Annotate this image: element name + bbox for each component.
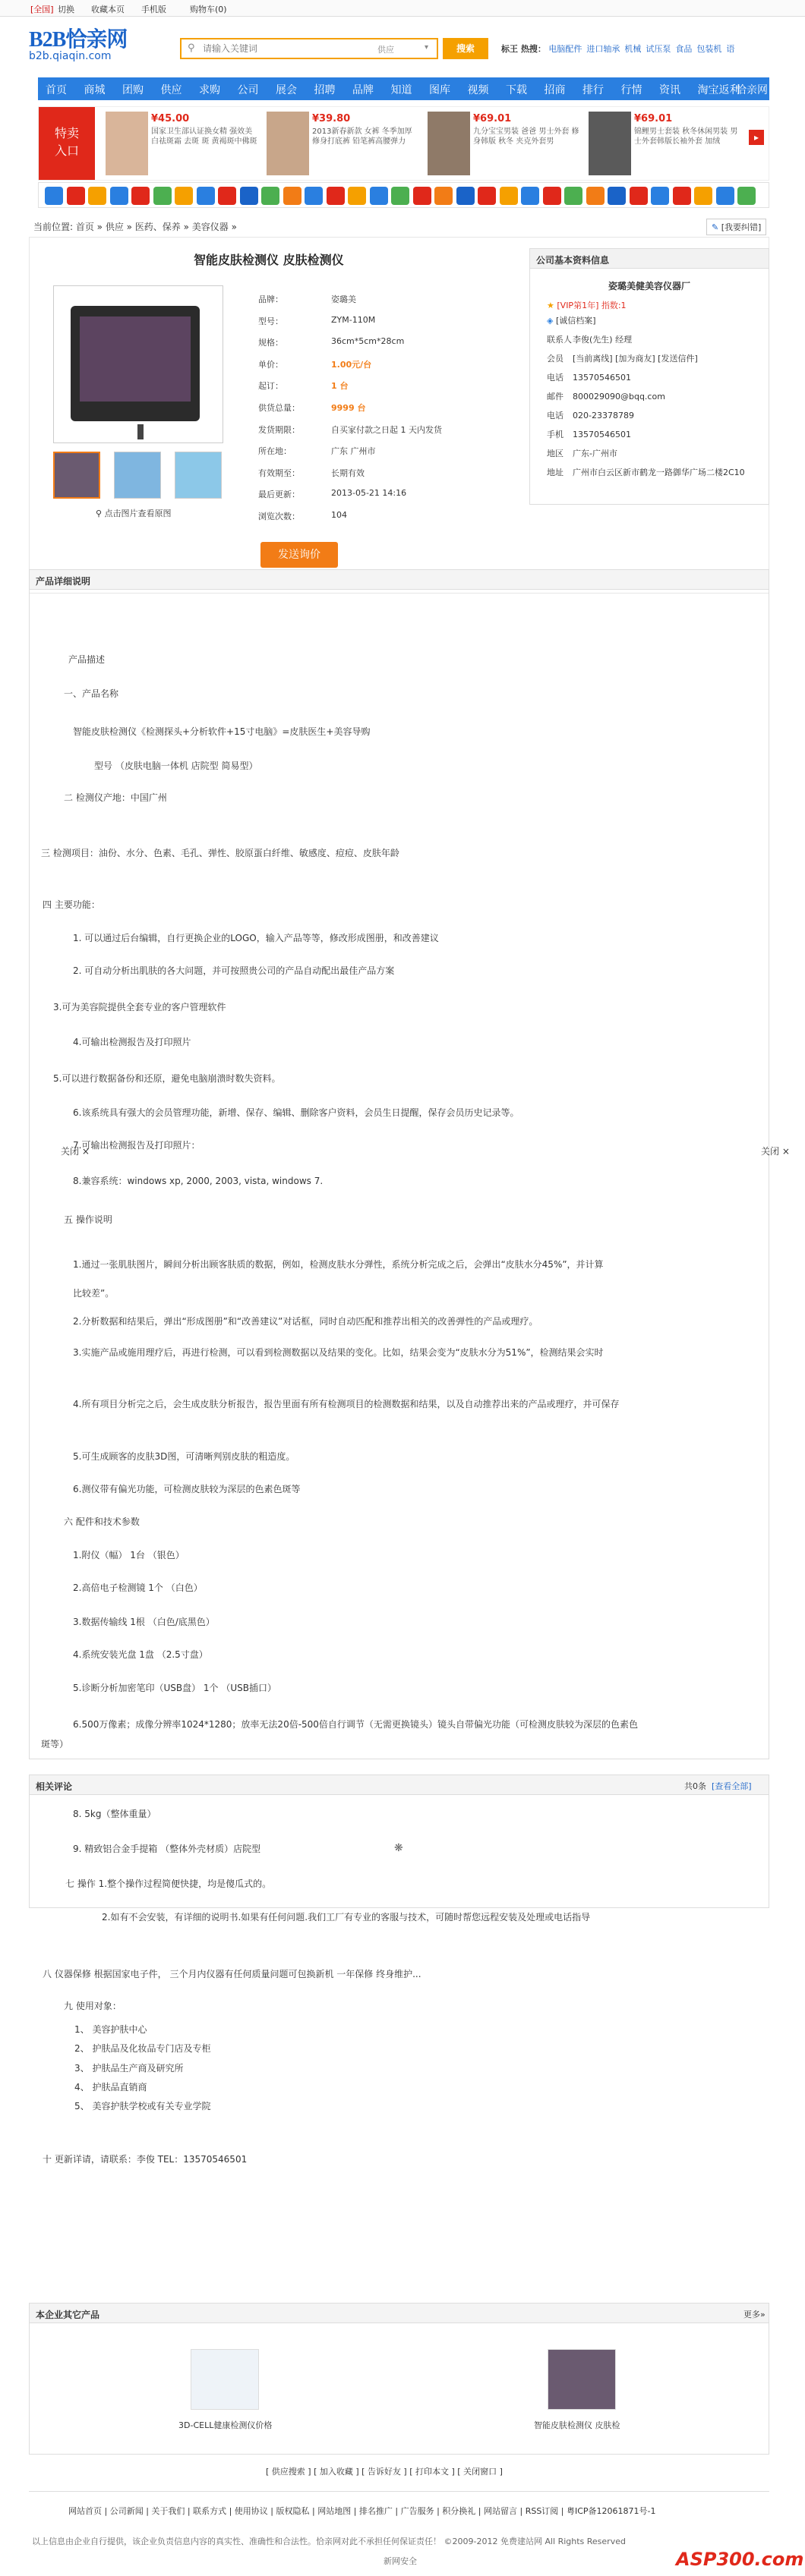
company-row-label: 会员 (547, 354, 564, 364)
region-label: [全国] (30, 5, 54, 14)
property-value: 广东 广州市 (331, 446, 376, 457)
detail-line: 7.可输出检测报告及打印照片： (73, 1140, 200, 1151)
company-row (547, 410, 761, 421)
app-shortcut-icon[interactable] (564, 187, 582, 205)
nav-item[interactable]: 公司 (237, 84, 259, 96)
promo-price: ¥69.01 (634, 113, 673, 124)
property-key: 有效期至： (258, 468, 300, 478)
detail-line: 2、 护肤品及化妆品专门店及专柜 (74, 2043, 211, 2054)
search-category[interactable]: 供应 (377, 45, 394, 55)
hotword-link[interactable]: 进口轴承 (586, 44, 620, 54)
company-row-label: 地址 (547, 468, 564, 477)
promo-desc[interactable]: 锦鲤男士套装 秋冬休闲男装 男士外套韩版长袖外套 加绒 (634, 128, 738, 146)
app-shortcut-icon[interactable] (45, 187, 63, 205)
property-key: 供货总量： (258, 403, 300, 413)
company-row (547, 429, 761, 440)
detail-line: 5.诊断分析加密笔印（USB盘） 1个 （USB插口） (73, 1683, 276, 1693)
icon-bar (38, 182, 769, 208)
company-row (547, 372, 761, 383)
related-thumb-1[interactable] (191, 2349, 259, 2410)
company-row-value: 800029090@bqq.com (573, 392, 665, 402)
search-icon: ⚲ (188, 43, 195, 54)
promo-image[interactable] (267, 112, 309, 175)
promo-price: ¥69.01 (473, 113, 512, 124)
company-row-label: 邮件 (547, 392, 564, 402)
related-title: 本企业其它产品 (30, 2304, 769, 2323)
cart-link[interactable]: 购物车(0) (190, 5, 227, 14)
app-shortcut-icon[interactable] (67, 187, 85, 205)
app-shortcut-icon[interactable] (651, 187, 669, 205)
detail-line: 比较差”。 (73, 1288, 115, 1299)
company-name[interactable]: 姿璐美健美容仪器厂 (608, 281, 690, 291)
property-value: 自买家付款之日起 1 天内发货 (331, 424, 442, 435)
nav-item[interactable]: 招聘 (314, 84, 336, 96)
detail-line: 6.500万像素；成像分辨率1024*1280；放率无法20倍-500倍自行调节（无需更换镜头）镜头自带偏光功能（可检测皮肤较为深层的色素色 (73, 1719, 638, 1730)
vip-badge (547, 299, 627, 311)
detail-line: 五 操作说明 (64, 1214, 112, 1225)
hotword-link[interactable]: 食品 (675, 44, 693, 54)
detail-line: 4.系统安装光盘 1盘 （2.5寸盘） (73, 1649, 208, 1660)
app-shortcut-icon[interactable] (327, 187, 345, 205)
detail-line: 5、 美容护肤学校或有关专业学院 (74, 2101, 211, 2112)
bookmark-link[interactable]: 收藏本页 (91, 5, 125, 14)
promo-card[interactable] (589, 112, 740, 175)
app-shortcut-icon[interactable] (586, 187, 605, 205)
switch-link[interactable]: 切换 (58, 5, 74, 14)
promo-price: ¥45.00 (151, 113, 190, 124)
app-shortcut-icon[interactable] (110, 187, 128, 205)
search-box (180, 38, 438, 59)
property-value: 姿璐美 (331, 294, 356, 304)
detail-line: 4、 护肤品直销商 (74, 2082, 147, 2093)
app-shortcut-icon[interactable] (673, 187, 691, 205)
detail-line: 产品描述 (68, 654, 106, 665)
company-row-label: 地区 (547, 449, 564, 458)
property-key: 单价： (258, 359, 283, 370)
promo-desc[interactable]: 九分宝宝男装 爸爸 男士外套 修身韩版 秋冬 夹克外套男 (473, 128, 579, 146)
detail-line: 6.该系统具有强大的会员管理功能，新增、保存、编辑、删除客户资料，会员生日提醒，保存会员历史记录等。 (73, 1107, 519, 1118)
hot-words (501, 43, 739, 55)
device-screen (71, 306, 200, 421)
company-row (547, 448, 761, 459)
magnifier-icon: ⚲ (96, 509, 103, 518)
main-nav (38, 77, 769, 100)
logo-title: B2B恰亲网 (29, 28, 128, 52)
company-row-label: 手机 (547, 430, 564, 439)
app-shortcut-icon[interactable] (283, 187, 301, 205)
detail-line: 1.通过一张肌肤图片，瞬间分析出顾客肤质的数据，例如，检测皮肤水分弹性，系统分析完成之后，会弹出“皮肤水分45%”，并计算 (73, 1259, 604, 1270)
detail-line: 5.可生成顾客的皮肤3D图，可清晰判别皮肤的粗造度。 (73, 1451, 295, 1462)
nav-item[interactable]: 品牌 (352, 84, 374, 96)
company-row-value: 13570546501 (573, 373, 631, 383)
detail-line: 2.分析数据和结果后，弹出“形成图册”和“改善建议”对话框，同时自动匹配和推荐出相关的改善弹性的产品或理疗。 (73, 1316, 538, 1327)
company-row-label: 联系人 (547, 335, 572, 345)
detail-line: 8. 5kg（整体重量） (73, 1809, 156, 1819)
promo-image[interactable] (428, 112, 470, 175)
property-value: 1 台 (331, 381, 349, 392)
app-shortcut-icon[interactable] (478, 187, 496, 205)
product-thumb-2[interactable] (114, 452, 161, 499)
app-shortcut-icon[interactable] (240, 187, 258, 205)
app-shortcut-icon[interactable] (175, 187, 193, 205)
property-value: ZYM-110M (331, 314, 376, 325)
company-row-value: 李俊(先生) 经理 (573, 335, 633, 345)
search-button[interactable]: 搜索 (443, 38, 488, 59)
feedback-label: [我要纠错] (721, 222, 762, 232)
send-inquiry-button[interactable]: 发送询价 (260, 542, 338, 568)
product-thumb-3[interactable] (175, 452, 222, 499)
app-shortcut-icon[interactable] (500, 187, 518, 205)
edit-icon: ✎ (712, 222, 719, 232)
shield-icon: ◈ (547, 316, 554, 326)
company-row-value: 广东-广州市 (573, 449, 617, 458)
app-shortcut-icon[interactable] (521, 187, 539, 205)
nav-item[interactable]: 淘宝返利 (697, 84, 740, 96)
detail-line: 三 检测项目：油份、水分、色素、毛孔、弹性、胶原蛋白纤维、敏感度、痘痘、皮肤年龄 (41, 848, 399, 858)
chevron-down-icon[interactable]: ▾ (425, 43, 429, 52)
app-shortcut-icon[interactable] (218, 187, 236, 205)
company-info-box (529, 248, 769, 505)
property-value: 36cm*5cm*28cm (331, 336, 405, 347)
loading-icon: ❋ (394, 1842, 403, 1854)
top-bar (0, 0, 805, 17)
logo-domain: b2b.qiaqin.com (29, 50, 112, 62)
related-thumb-2[interactable] (548, 2349, 616, 2410)
detail-line: 1. 可以通过后台编辑，自行更换企业的LOGO，输入产品等等，修改形成图册，和改善建议 (73, 933, 439, 943)
device-stand (137, 424, 144, 439)
related-name-1[interactable]: 3D-CELL健康检测仪价格 (178, 2420, 273, 2430)
promo-desc[interactable]: 2013新春新款 女裤 冬季加厚修身打底裤 铅笔裤高腰弹力 (312, 128, 412, 146)
zoom-hint[interactable] (96, 507, 172, 519)
app-shortcut-icon[interactable] (261, 187, 279, 205)
promo-label-line1: 特卖 (54, 126, 79, 140)
detail-line: 2.高倍电子检测镜 1个 （白色） (73, 1582, 203, 1593)
promo-image[interactable] (106, 112, 148, 175)
company-row (547, 334, 761, 345)
detail-line: 2.如有不会安装，有详细的说明书.如果有任何问题.我们工厂有专业的客服与技术，可随时帮您远程安装及处理或电话指导 (102, 1912, 591, 1923)
product-main-image[interactable] (53, 285, 223, 443)
hotword-link[interactable]: 试压泵 (646, 44, 671, 54)
detail-line: 3.数据传输线 1根 （白色/底黑色） (73, 1617, 215, 1627)
property-key: 所在地： (258, 446, 292, 457)
app-shortcut-icon[interactable] (88, 187, 106, 205)
detail-line: 8.兼容系统：windows xp, 2000, 2003, vista, windows 7. (73, 1176, 324, 1186)
detail-line: 八 仪器保修 根据国家电子件， 三个月内仪器有任何质量问题可包换新机 一年保修 终身维护... (43, 1969, 421, 1979)
nav-item[interactable]: 视频 (467, 84, 489, 96)
hotwords-label: 标王 热搜： (501, 44, 546, 54)
detail-line: 1.附仪（幅） 1台 （银色） (73, 1550, 185, 1560)
feedback-button[interactable] (706, 219, 766, 235)
property-key: 发货期限： (258, 424, 300, 435)
detail-line: 型号 （皮肤电脑一体机 店院型 简易型） (94, 761, 258, 771)
detail-line: 9. 精致铝合金手提箱 （整体外壳材质）店院型 (73, 1844, 261, 1854)
search-input[interactable] (203, 42, 355, 55)
promo-card[interactable] (428, 112, 579, 175)
app-shortcut-icon[interactable] (305, 187, 323, 205)
detail-line: 四 主要功能： (43, 899, 100, 910)
app-shortcut-icon[interactable] (413, 187, 431, 205)
nav-item[interactable]: 行情 (620, 84, 642, 96)
detail-section-title: 产品详细说明 (30, 570, 769, 590)
company-row-value: 广州市白云区新市鹤龙一路御华广场二楼2C10 (573, 468, 745, 477)
app-shortcut-icon[interactable] (197, 187, 215, 205)
floating-ad-close-row (0, 1143, 805, 1158)
nav-item[interactable]: 排行 (582, 84, 604, 96)
property-key: 品牌： (258, 294, 283, 304)
promo-image[interactable] (589, 112, 631, 175)
nav-item[interactable]: 供应 (160, 84, 182, 96)
detail-line: 十 更新详请，请联系：李俊 TEL：13570546501 (43, 2154, 248, 2165)
detail-line: 6.测仪带有偏光功能，可检测皮肤较为深层的色素色斑等 (73, 1484, 301, 1494)
property-value: 9999 台 (331, 403, 366, 413)
related-products-section (29, 2303, 769, 2455)
footer-disclaimer: 以上信息由企业自行提供，该企业负责信息内容的真实性、准确性和合法性。恰亲网对此不承担任何保证责任！ ©2009-2012 免费建站网 All Rights Reserved (32, 2537, 626, 2546)
property-key: 起订： (258, 381, 283, 392)
site-logo[interactable] (29, 23, 127, 62)
nav-item[interactable]: 展会 (276, 84, 297, 96)
company-row-value: 13570546501 (573, 430, 631, 439)
hotword-link[interactable]: 语 (726, 44, 735, 54)
comments-count: 共0条 (684, 1781, 706, 1791)
company-row-label: 电话 (547, 411, 564, 420)
hotword-link[interactable]: 机械 (624, 44, 642, 54)
close-right-link[interactable]: 关闭 × (761, 1146, 790, 1157)
hotword-link[interactable]: 包装机 (696, 44, 722, 54)
app-shortcut-icon[interactable] (543, 187, 561, 205)
watermark-logo: ASP300.com (676, 2549, 804, 2570)
vip-text: [VIP第1年] 指数:1 (557, 301, 627, 310)
nav-item[interactable]: 商城 (84, 84, 106, 96)
breadcrumb[interactable]: 当前位置: 首页 » 供应 » 医药、保养 » 美容仪器 » (33, 222, 237, 232)
footer-links[interactable]: 网站首页 | 公司新闻 | 关于我们 | 联系方式 | 使用协议 | 版权隐私 | 网站地图 | 排名推广 | 广告服务 | 积分换礼 | 网站留言 | RSS订阅 | 粤ICP备12061871号-1 (68, 2506, 656, 2516)
comments-section (29, 1775, 769, 1908)
nav-item[interactable]: 求购 (199, 84, 220, 96)
security-seal[interactable]: 新网安全 (384, 2556, 417, 2566)
footer-divider (29, 2491, 769, 2492)
vip-icon: ★ (547, 301, 554, 310)
promo-card[interactable] (267, 112, 418, 175)
app-shortcut-icon[interactable] (348, 187, 366, 205)
detail-line: 七 操作 1.整个操作过程简便快捷，均是傻瓜式的。 (65, 1878, 272, 1889)
more-link[interactable]: 更多» (743, 2310, 766, 2319)
detail-line: 2. 可自动分析出肌肤的各大问题，并可按照贵公司的产品自动配出最佳产品方案 (73, 965, 395, 976)
nav-item[interactable]: 图库 (429, 84, 450, 96)
nav-item[interactable]: 下载 (506, 84, 527, 96)
company-row[interactable] (547, 353, 761, 364)
property-key: 最后更新： (258, 490, 300, 500)
detail-line: 4.可输出检测报告及打印照片 (73, 1037, 191, 1047)
nav-item[interactable]: 恰亲网 (736, 84, 768, 96)
verified-link[interactable] (547, 314, 596, 326)
property-value: 长期有效 (331, 468, 365, 478)
property-key: 型号： (258, 316, 283, 326)
app-shortcut-icon[interactable] (131, 187, 150, 205)
view-all-comments-link[interactable]: [查看全部] (712, 1781, 752, 1791)
company-row[interactable] (547, 391, 761, 402)
nav-item[interactable]: 首页 (46, 84, 67, 96)
arrow-right-icon[interactable]: ▸ (749, 130, 764, 145)
promo-price: ¥39.80 (312, 113, 351, 124)
app-shortcut-icon[interactable] (716, 187, 734, 205)
app-shortcut-icon[interactable] (391, 187, 409, 205)
detail-line: 智能皮肤检测仪《检测探头+分析软件+15寸电脑》=皮肤医生+美容导购 (73, 726, 371, 737)
detail-line: 4.所有项目分析完之后，会生成皮肤分析报告，报告里面有所有检测项目的检测数据和结果，以及自动推荐出来的产品或理疗，并可保存 (73, 1399, 620, 1409)
company-row (547, 467, 761, 478)
detail-line: 3、 护肤品生产商及研究所 (74, 2063, 184, 2074)
property-value: 1.00元/台 (331, 359, 372, 370)
detail-line: 5.可以进行数据备份和还原，避免电脑崩溃时数失资料。 (53, 1073, 281, 1084)
detail-line: 斑等） (41, 1739, 69, 1749)
detail-line: 3.可为美容院提供全套专业的客户管理软件 (53, 1002, 226, 1012)
property-key: 浏览次数： (258, 512, 300, 521)
company-box-title: 公司基本资料信息 (530, 249, 769, 269)
nav-item[interactable]: 知道 (390, 84, 412, 96)
property-value: 2013-05-21 14:16 (331, 488, 407, 499)
detail-line: 九 使用对象： (64, 2001, 122, 2011)
promo-label[interactable] (39, 107, 95, 180)
nav-item[interactable]: 团购 (122, 84, 144, 96)
hotword-link[interactable]: 电脑配件 (548, 44, 582, 54)
detail-line: 六 配件和技术参数 (64, 1516, 140, 1527)
company-row-value: 020-23378789 (573, 411, 634, 420)
app-shortcut-icon[interactable] (608, 187, 626, 205)
company-row-label: 电话 (547, 373, 564, 383)
product-title: 智能皮肤检测仪 皮肤检测仪 (194, 253, 344, 267)
nav-item[interactable]: 招商 (544, 84, 566, 96)
comments-title: 相关评论 (30, 1775, 769, 1795)
property-key: 规格： (258, 338, 283, 348)
property-value: 104 (331, 510, 347, 520)
promo-label-line2: 入口 (54, 143, 79, 158)
detail-line: 3.实施产品或施用理疗后，再进行检测，可以看到检测数据以及结果的变化。比如，结果会变为“皮肤水分为51%”，检测结果会实时 (73, 1347, 604, 1358)
app-shortcut-icon[interactable] (630, 187, 648, 205)
app-shortcut-icon[interactable] (694, 187, 712, 205)
related-name-2[interactable]: 智能皮肤检测仪 皮肤检 (534, 2420, 620, 2430)
app-shortcut-icon[interactable] (434, 187, 453, 205)
product-thumb-1[interactable] (53, 452, 100, 499)
app-shortcut-icon[interactable] (737, 187, 756, 205)
zoom-label: 点击图片查看原图 (104, 509, 172, 518)
promo-banner (38, 106, 769, 181)
company-row-value: [当前离线] [加为商友] [发送信件] (573, 354, 698, 364)
promo-desc[interactable]: 国家卫生部认证换女精 强效美白祛斑霜 去斑 斑 黄褐斑中佛斑 (151, 128, 257, 146)
page-actions[interactable]: [ 供应搜索 ] [ 加入收藏 ] [ 告诉好友 ] [ 打印本文 ] [ 关闭窗口 ] (266, 2467, 503, 2477)
detail-line: 二 检测仪产地：中国广州 (64, 792, 167, 803)
app-shortcut-icon[interactable] (153, 187, 172, 205)
app-shortcut-icon[interactable] (370, 187, 388, 205)
detail-line: 一、产品名称 (64, 688, 119, 699)
verified-text: [诚信档案] (555, 316, 596, 326)
app-shortcut-icon[interactable] (456, 187, 475, 205)
mobile-link[interactable]: 手机版 (141, 5, 166, 14)
nav-item[interactable]: 资讯 (659, 84, 680, 96)
detail-line: 1、 美容护肤中心 (74, 2024, 147, 2035)
promo-card[interactable] (106, 112, 257, 175)
close-left-link[interactable]: 关闭 × (61, 1146, 90, 1157)
